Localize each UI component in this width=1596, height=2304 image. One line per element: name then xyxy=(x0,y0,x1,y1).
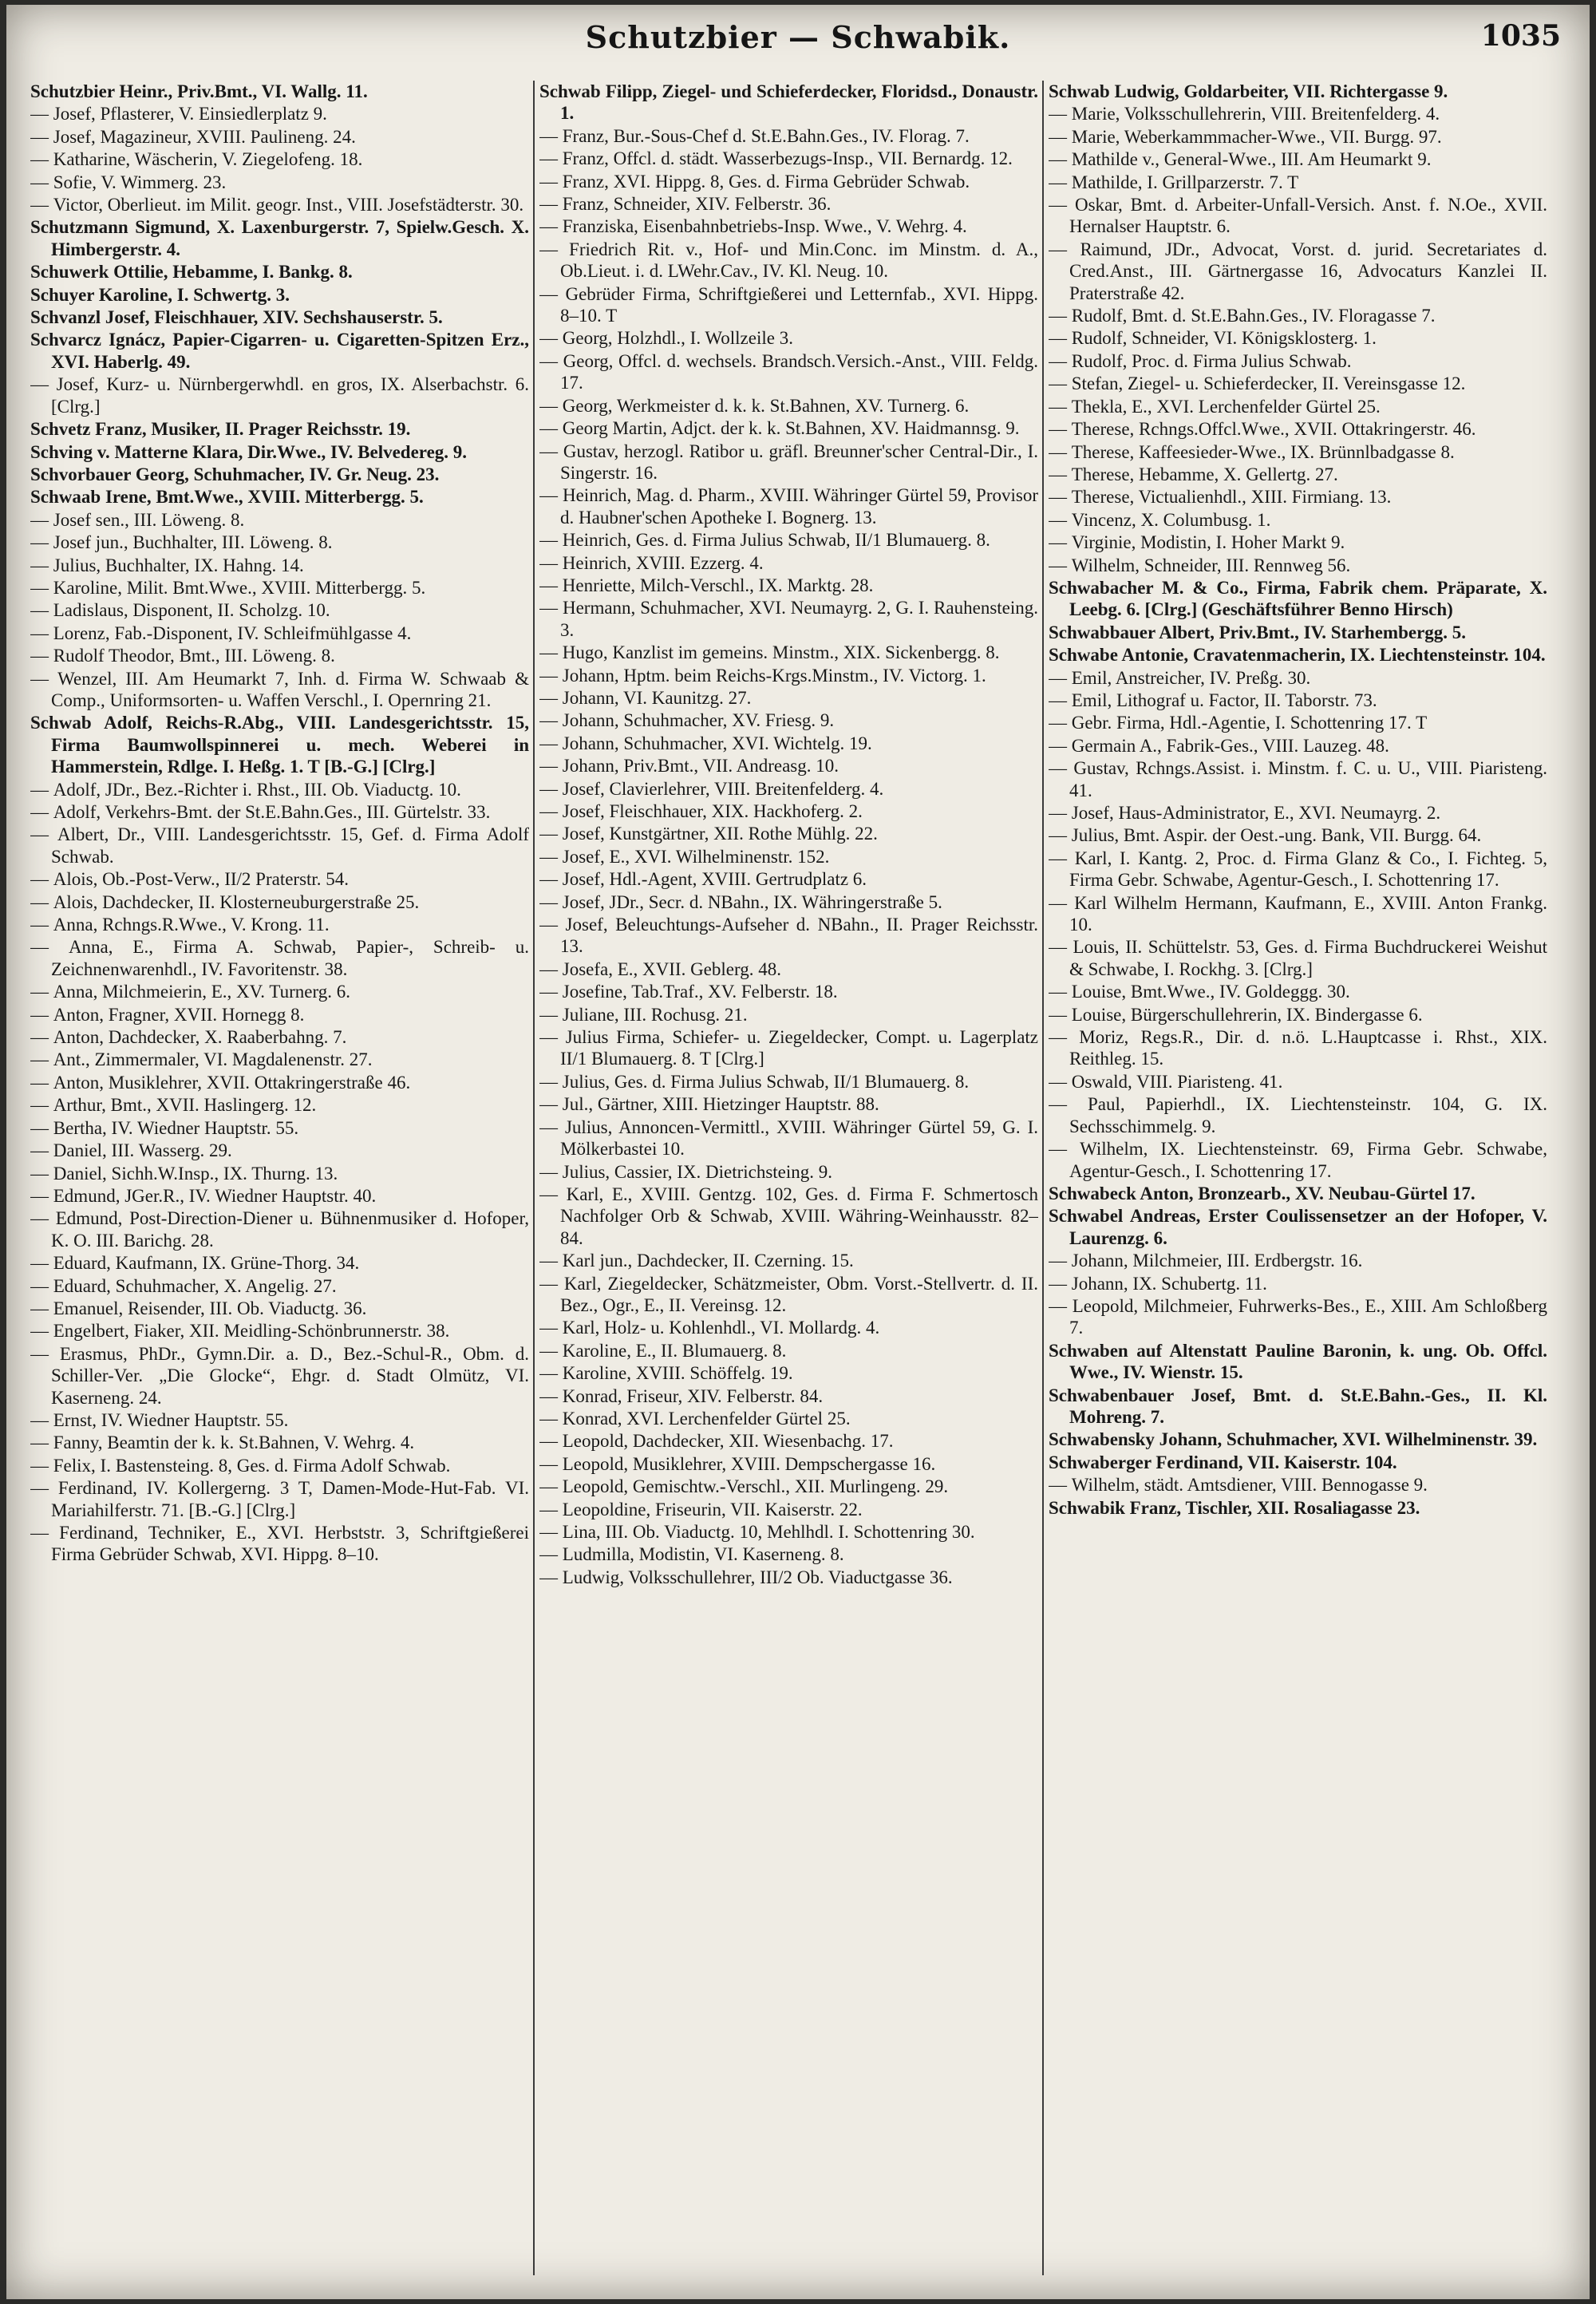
directory-entry: — Sofie, V. Wimmerg. 23. xyxy=(30,172,529,193)
directory-column-2 xyxy=(539,81,1038,2283)
directory-entry: — Gustav, Rchngs.Assist. i. Minstm. f. C. u. U., VIII. Piaristeng. 41. xyxy=(1049,757,1547,801)
directory-entry: — Thekla, E., XVI. Lerchenfelder Gürtel 25. xyxy=(1049,396,1547,417)
directory-entry: — Rudolf, Proc. d. Firma Julius Schwab. xyxy=(1049,350,1547,372)
directory-entry: — Katharine, Wäscherin, V. Ziegelofeng. 18. xyxy=(30,148,529,170)
directory-entry: — Louise, Bürgerschullehrerin, IX. Bindergasse 6. xyxy=(1049,1004,1547,1026)
directory-entry: — Hermann, Schuhmacher, XVI. Neumayrg. 2, G. I. Rauhensteing. 3. xyxy=(539,597,1038,641)
directory-entry: — Louise, Bmt.Wwe., IV. Goldeggg. 30. xyxy=(1049,981,1547,1002)
directory-entry: — Friedrich Rit. v., Hof- und Min.Conc. im Minstm. d. A., Ob.Lieut. i. d. LWehr.Cav., IV. Kl. Neug. 10. xyxy=(539,239,1038,283)
directory-entry: — Anna, Rchngs.R.Wwe., V. Krong. 11. xyxy=(30,914,529,935)
directory-entry: — Ladislaus, Disponent, II. Scholzg. 10. xyxy=(30,599,529,621)
directory-entry: — Ant., Zimmermaler, VI. Magdalenenstr. 27. xyxy=(30,1049,529,1070)
directory-entry: — Therese, Kaffeesieder-Wwe., IX. Brünnlbadgasse 8. xyxy=(1049,441,1547,463)
directory-column-3 xyxy=(1049,81,1547,2283)
directory-entry-surname: Schwaben auf Altenstatt Pauline Baronin, k. ung. Ob. Offcl. Wwe., IV. Wienstr. 15. xyxy=(1049,1340,1547,1383)
directory-entry-surname: Schwaab Irene, Bmt.Wwe., XVIII. Mitterbergg. 5. xyxy=(30,487,424,508)
directory-entry: — Heinrich, Mag. d. Pharm., XVIII. Währinger Gürtel 59, Provisor d. Haubner'schen Apotheke I. Bognerg. 13. xyxy=(539,484,1038,528)
directory-entry: — Leopold, Milchmeier, Fuhrwerks-Bes., E., XIII. Am Schloßberg 7. xyxy=(1049,1295,1547,1339)
directory-entry: — Julius, Buchhalter, IX. Hahng. 14. xyxy=(30,555,529,576)
directory-entry: — Anna, E., Firma A. Schwab, Papier-, Schreib- u. Zeichnenwarenhdl., IV. Favoritenstr. 38. xyxy=(30,936,529,980)
directory-entry: — Oswald, VIII. Piaristeng. 41. xyxy=(1049,1071,1547,1093)
directory-entry: — Marie, Volksschullehrerin, VIII. Breitenfelderg. 4. xyxy=(1049,103,1547,124)
directory-entry: — Eduard, Schuhmacher, X. Angelig. 27. xyxy=(30,1275,529,1297)
directory-entry: — Oskar, Bmt. d. Arbeiter-Unfall-Versich. Anst. f. N.Oe., XVII. Hernalser Hauptstr. 6. xyxy=(1049,194,1547,238)
directory-entry-surname: Schuyer Karoline, I. Schwertg. 3. xyxy=(30,284,290,305)
directory-entry: — Josef, Kurz- u. Nürnbergerwhdl. en gros, IX. Alserbachstr. 6. [Clrg.] xyxy=(30,373,529,417)
directory-entry: — Edmund, JGer.R., IV. Wiedner Hauptstr. 40. xyxy=(30,1185,529,1207)
directory-entry: — Edmund, Post-Direction-Diener u. Bühnenmusiker d. Hofoper, K. O. III. Barichg. 28. xyxy=(30,1207,529,1251)
directory-entry: — Eduard, Kaufmann, IX. Grüne-Thorg. 34. xyxy=(30,1252,529,1274)
directory-entry: — Adolf, JDr., Bez.-Richter i. Rhst., III. Ob. Viaductg. 10. xyxy=(30,779,529,800)
directory-entry: — Johann, Priv.Bmt., VII. Andreasg. 10. xyxy=(539,755,1038,777)
directory-entry: — Karoline, XVIII. Schöffelg. 19. xyxy=(539,1362,1038,1384)
directory-entry: — Therese, Rchngs.Offcl.Wwe., XVII. Ottakringerstr. 46. xyxy=(1049,418,1547,440)
directory-entry: — Karl, I. Kantg. 2, Proc. d. Firma Glanz & Co., I. Fichteg. 5, Firma Gebr. Schwabe, Agentur-Gesch., I. Schottenring 17. xyxy=(1049,848,1547,891)
directory-entry: — Josef, Beleuchtungs-Aufseher d. NBahn., II. Prager Reichsstr. 13. xyxy=(539,914,1038,958)
directory-entry: — Bertha, IV. Wiedner Hauptstr. 55. xyxy=(30,1117,529,1139)
directory-entry-surname: Schving v. Matterne Klara, Dir.Wwe., IV. Belvedereg. 9. xyxy=(30,441,468,462)
directory-entry-surname: Schvarcz Ignácz, Papier-Cigarren- u. Cigaretten-Spitzen Erz., XVI. Haberlg. 49. xyxy=(30,330,529,372)
directory-entry: — Johann, Schuhmacher, XVI. Wichtelg. 19. xyxy=(539,733,1038,754)
directory-entry: — Ferdinand, Techniker, E., XVI. Herbststr. 3, Schriftgießerei Firma Gebrüder Schwab, XVI. Hippg. 8–10. xyxy=(30,1522,529,1566)
directory-entry: — Georg, Offcl. d. wechsels. Brandsch.Versich.-Anst., VIII. Feldg. 17. xyxy=(539,350,1038,394)
directory-entry: — Leopold, Dachdecker, XII. Wiesenbachg. 17. xyxy=(539,1430,1038,1452)
directory-entry-surname: Schvetz Franz, Musiker, II. Prager Reichsstr. 19. xyxy=(30,419,411,440)
directory-entry: — Engelbert, Fiaker, XII. Meidling-Schönbrunnerstr. 38. xyxy=(30,1320,529,1342)
directory-entry: — Franz, XVI. Hippg. 8, Ges. d. Firma Gebrüder Schwab. xyxy=(539,171,1038,192)
directory-entry: — Vincenz, X. Columbusg. 1. xyxy=(1049,509,1547,531)
directory-entry: — Fanny, Beamtin der k. k. St.Bahnen, V. Wehrg. 4. xyxy=(30,1432,529,1453)
directory-entry: — Mathilde, I. Grillparzerstr. 7. T xyxy=(1049,172,1547,193)
directory-entry: — Marie, Weberkammmacher-Wwe., VII. Burgg. 97. xyxy=(1049,126,1547,148)
directory-entry: — Gebr. Firma, Hdl.-Agentie, I. Schottenring 17. T xyxy=(1049,712,1547,733)
directory-entry: — Emanuel, Reisender, III. Ob. Viaductg. 36. xyxy=(30,1298,529,1319)
directory-entry: — Henriette, Milch-Verschl., IX. Marktg. 28. xyxy=(539,575,1038,596)
directory-entry: — Ferdinand, IV. Kollergerng. 3 T, Damen-Mode-Hut-Fab. VI. Mariahilferstr. 71. [B.-G.] [Clrg.] xyxy=(30,1477,529,1521)
directory-entry: — Raimund, JDr., Advocat, Vorst. d. jurid. Secretariates d. Cred.Anst., III. Gärtnergasse 16, Advocaturs Kanzlei II. Praterstraße 42. xyxy=(1049,239,1547,304)
directory-entry: — Josef sen., III. Löweng. 8. xyxy=(30,509,529,531)
directory-entry: — Virginie, Modistin, I. Hoher Markt 9. xyxy=(1049,532,1547,553)
directory-entry: — Julius, Bmt. Aspir. der Oest.-ung. Bank, VII. Burgg. 64. xyxy=(1049,824,1547,846)
directory-entry: — Rudolf, Bmt. d. St.E.Bahn.Ges., IV. Floragasse 7. xyxy=(1049,305,1547,326)
directory-entry: — Ludwig, Volksschullehrer, III/2 Ob. Viaductgasse 36. xyxy=(539,1567,1038,1588)
directory-entry: — Josefine, Tab.Traf., XV. Felberstr. 18. xyxy=(539,981,1038,1002)
directory-entry: — Anton, Musiklehrer, XVII. Ottakringerstraße 46. xyxy=(30,1072,529,1093)
directory-entry: — Julius, Annoncen-Vermittl., XVIII. Währinger Gürtel 59, G. I. Mölkerbastei 10. xyxy=(539,1116,1038,1160)
directory-entry: — Georg, Werkmeister d. k. k. St.Bahnen, XV. Turnerg. 6. xyxy=(539,395,1038,417)
directory-entry: — Arthur, Bmt., XVII. Haslingerg. 12. xyxy=(30,1094,529,1116)
directory-entry: — Wilhelm, Schneider, III. Rennweg 56. xyxy=(1049,555,1547,576)
directory-entry-surname: Schwab Ludwig, Goldarbeiter, VII. Richtergasse 9. xyxy=(1049,81,1448,101)
page-header-title: Schutzbier — Schwabik. xyxy=(585,19,1011,55)
directory-entry: — Louis, II. Schüttelstr. 53, Ges. d. Firma Buchdruckerei Weishut & Schwabe, I. Rockhg. 3. [Clrg.] xyxy=(1049,936,1547,980)
directory-entry: — Ernst, IV. Wiedner Hauptstr. 55. xyxy=(30,1409,529,1431)
directory-entry: — Anna, Milchmeierin, E., XV. Turnerg. 6. xyxy=(30,981,529,1002)
directory-entry-surname: Schwabensky Johann, Schuhmacher, XVI. Wilhelminenstr. 39. xyxy=(1049,1429,1538,1450)
directory-entry: — Germain A., Fabrik-Ges., VIII. Lauzeg. 48. xyxy=(1049,735,1547,757)
directory-entry: — Josefa, E., XVII. Geblerg. 48. xyxy=(539,958,1038,980)
directory-entry: — Josef, Haus-Administrator, E., XVI. Neumayrg. 2. xyxy=(1049,802,1547,824)
directory-entry: — Karl Wilhelm Hermann, Kaufmann, E., XVIII. Anton Frankg. 10. xyxy=(1049,892,1547,936)
directory-entry: — Rudolf, Schneider, VI. Königsklosterg. 1. xyxy=(1049,327,1547,349)
directory-entry-surname: Schwabik Franz, Tischler, XII. Rosaliagasse 23. xyxy=(1049,1497,1420,1518)
directory-entry: — Jul., Gärtner, XIII. Hietzinger Hauptstr. 88. xyxy=(539,1093,1038,1115)
directory-entry-surname: Schutzmann Sigmund, X. Laxenburgerstr. 7, Spielw.Gesch. X. Himbergerstr. 4. xyxy=(30,217,529,259)
directory-entry: — Felix, I. Bastensteing. 8, Ges. d. Firma Adolf Schwab. xyxy=(30,1455,529,1476)
directory-entry-surname: Schwab Adolf, Reichs-R.Abg., VIII. Landesgerichtsstr. 15, Firma Baumwollspinnerei u. mech. Weberei in Hammerstein, Rdlge. I. Heßg. 1. T [B.-G.] [Clrg.] xyxy=(30,713,529,777)
directory-entry: — Wilhelm, IX. Liechtensteinstr. 69, Firma Gebr. Schwabe, Agentur-Gesch., I. Schottenring 17. xyxy=(1049,1138,1547,1182)
directory-entry-surname: Schwabenbauer Josef, Bmt. d. St.E.Bahn.-Ges., II. Kl. Mohreng. 7. xyxy=(1049,1385,1547,1427)
directory-entry: — Alois, Ob.-Post-Verw., II/2 Praterstr. 54. xyxy=(30,868,529,890)
directory-entry: — Josef, Pflasterer, V. Einsiedlerplatz 9. xyxy=(30,103,529,124)
directory-entry-surname: Schutzbier Heinr., Priv.Bmt., VI. Wallg. 11. xyxy=(30,81,368,101)
directory-entry: — Josef jun., Buchhalter, III. Löweng. 8. xyxy=(30,532,529,553)
directory-entry: — Josef, Fleischhauer, XIX. Hackhoferg. 2. xyxy=(539,800,1038,822)
directory-entry: — Mathilde v., General-Wwe., III. Am Heumarkt 9. xyxy=(1049,148,1547,170)
directory-entry: — Johann, Hptm. beim Reichs-Krgs.Minstm., IV. Victorg. 1. xyxy=(539,665,1038,686)
directory-entry: — Wilhelm, städt. Amtsdiener, VIII. Bennogasse 9. xyxy=(1049,1474,1547,1496)
page-number: 1035 xyxy=(1480,19,1561,53)
directory-entry: — Julius Firma, Schiefer- u. Ziegeldecker, Compt. u. Lagerplatz II/1 Blumauerg. 8. T [Clrg.] xyxy=(539,1026,1038,1070)
directory-entry: — Georg, Holzhdl., I. Wollzeile 3. xyxy=(539,327,1038,349)
directory-entry-surname: Schuwerk Ottilie, Hebamme, I. Bankg. 8. xyxy=(30,262,353,283)
directory-entry: — Leopoldine, Friseurin, VII. Kaiserstr. 22. xyxy=(539,1499,1038,1520)
directory-entry: — Karl, E., XVIII. Gentzg. 102, Ges. d. Firma F. Schmertosch Nachfolger Orb & Schwab, XVIII. Währing-Weinhausstr. 82–84. xyxy=(539,1184,1038,1249)
column-divider xyxy=(533,81,535,2275)
directory-entry: — Paul, Papierhdl., IX. Liechtensteinstr. 104, G. IX. Sechsschimmelg. 9. xyxy=(1049,1093,1547,1137)
directory-entry: — Juliane, III. Rochusg. 21. xyxy=(539,1004,1038,1026)
directory-entry: — Lorenz, Fab.-Disponent, IV. Schleifmühlgasse 4. xyxy=(30,622,529,644)
column-divider xyxy=(1042,81,1044,2275)
directory-entry: — Karl, Ziegeldecker, Schätzmeister, Obm. Vorst.-Stellvertr. d. II. Bez., Ogr., E., II. Vereinsg. 12. xyxy=(539,1273,1038,1317)
directory-entry: — Leopold, Gemischtw.-Verschl., XII. Murlingeng. 29. xyxy=(539,1476,1038,1497)
directory-entry: — Anton, Dachdecker, X. Raaberbahng. 7. xyxy=(30,1026,529,1048)
directory-entry: — Moriz, Regs.R., Dir. d. n.ö. L.Hauptcasse i. Rhst., XIX. Reithleg. 15. xyxy=(1049,1026,1547,1070)
directory-entry: — Franz, Offcl. d. städt. Wasserbezugs-Insp., VII. Bernardg. 12. xyxy=(539,148,1038,169)
directory-entry: — Therese, Victualienhdl., XIII. Firmiang. 13. xyxy=(1049,486,1547,508)
directory-entry: — Heinrich, Ges. d. Firma Julius Schwab, II/1 Blumauerg. 8. xyxy=(539,529,1038,551)
directory-entry: — Karl jun., Dachdecker, II. Czerning. 15. xyxy=(539,1250,1038,1271)
directory-entry: — Josef, Clavierlehrer, VIII. Breitenfelderg. 4. xyxy=(539,778,1038,800)
directory-entry: — Heinrich, XVIII. Ezzerg. 4. xyxy=(539,552,1038,574)
directory-entry: — Lina, III. Ob. Viaductg. 10, Mehlhdl. I. Schottenring 30. xyxy=(539,1521,1038,1543)
directory-entry-surname: Schwabeck Anton, Bronzearb., XV. Neubau-Gürtel 17. xyxy=(1049,1183,1476,1203)
directory-entry: — Hugo, Kanzlist im gemeins. Minstm., XIX. Sickenbergg. 8. xyxy=(539,642,1038,663)
directory-entry: — Karoline, Milit. Bmt.Wwe., XVIII. Mitterbergg. 5. xyxy=(30,577,529,599)
directory-entry: — Josef, JDr., Secr. d. NBahn., IX. Währingerstraße 5. xyxy=(539,891,1038,913)
directory-entry: — Johann, Milchmeier, III. Erdbergstr. 16. xyxy=(1049,1250,1547,1271)
directory-entry-surname: Schvanzl Josef, Fleischhauer, XIV. Sechshauserstr. 5. xyxy=(30,307,443,328)
directory-entry: — Josef, Hdl.-Agent, XVIII. Gertrudplatz 6. xyxy=(539,868,1038,890)
directory-entry: — Johann, VI. Kaunitzg. 27. xyxy=(539,687,1038,709)
directory-entry: — Karl, Holz- u. Kohlenhdl., VI. Mollardg. 4. xyxy=(539,1317,1038,1338)
directory-entry: — Victor, Oberlieut. im Milit. geogr. Inst., VIII. Josefstädterstr. 30. xyxy=(30,194,529,215)
directory-entry: — Leopold, Musiklehrer, XVIII. Dempschergasse 16. xyxy=(539,1453,1038,1475)
directory-entry: — Ludmilla, Modistin, VI. Kaserneng. 8. xyxy=(539,1543,1038,1565)
directory-entry-surname: Schwabbauer Albert, Priv.Bmt., IV. Starhembergg. 5. xyxy=(1049,622,1467,642)
directory-entry-surname: Schwabe Antonie, Cravatenmacherin, IX. Liechtensteinstr. 104. xyxy=(1049,645,1546,666)
directory-entry: — Emil, Anstreicher, IV. Preßg. 30. xyxy=(1049,667,1547,689)
directory-entry-surname: Schwabacher M. & Co., Firma, Fabrik chem. Präparate, X. Leebg. 6. [Clrg.] (Geschäftsführer Benno Hirsch) xyxy=(1049,577,1547,620)
directory-entry: — Daniel, III. Wasserg. 29. xyxy=(30,1140,529,1161)
directory-column-1 xyxy=(30,81,529,2283)
directory-entry: — Franz, Bur.-Sous-Chef d. St.E.Bahn.Ges., IV. Florag. 7. xyxy=(539,125,1038,147)
directory-entry: — Therese, Hebamme, X. Gellertg. 27. xyxy=(1049,464,1547,485)
directory-entry: — Rudolf Theodor, Bmt., III. Löweng. 8. xyxy=(30,645,529,666)
directory-entry-surname: Schwaberger Ferdinand, VII. Kaiserstr. 104. xyxy=(1049,1452,1397,1472)
directory-entry: — Albert, Dr., VIII. Landesgerichtsstr. 15, Gef. d. Firma Adolf Schwab. xyxy=(30,824,529,867)
directory-entry: — Karoline, E., II. Blumauerg. 8. xyxy=(539,1340,1038,1361)
directory-entry: — Johann, Schuhmacher, XV. Friesg. 9. xyxy=(539,709,1038,731)
directory-entry: — Julius, Cassier, IX. Dietrichsteing. 9. xyxy=(539,1161,1038,1183)
directory-entry-surname: Schwabel Andreas, Erster Coulissensetzer an der Hofoper, V. Laurenzg. 6. xyxy=(1049,1206,1547,1248)
directory-entry: — Konrad, Friseur, XIV. Felberstr. 84. xyxy=(539,1385,1038,1407)
directory-entry: — Stefan, Ziegel- u. Schieferdecker, II. Vereinsgasse 12. xyxy=(1049,373,1547,394)
directory-entry: — Wenzel, III. Am Heumarkt 7, Inh. d. Firma W. Schwaab & Comp., Uniformsorten- u. Waffen Verschl., I. Opernring 21. xyxy=(30,668,529,712)
directory-entry: — Daniel, Sichh.W.Insp., IX. Thurng. 13. xyxy=(30,1163,529,1184)
directory-entry: — Konrad, XVI. Lerchenfelder Gürtel 25. xyxy=(539,1408,1038,1429)
directory-entry: — Adolf, Verkehrs-Bmt. der St.E.Bahn.Ges., III. Gürtelstr. 33. xyxy=(30,801,529,823)
directory-entry: — Erasmus, PhDr., Gymn.Dir. a. D., Bez.-Schul-R., Obm. d. Schiller-Ver. „Die Glocke“, Ehgr. d. Stadt Olmütz, VI. Kaserneng. 24. xyxy=(30,1343,529,1409)
directory-entry: — Julius, Ges. d. Firma Julius Schwab, II/1 Blumauerg. 8. xyxy=(539,1071,1038,1093)
directory-entry: — Josef, E., XVI. Wilhelminenstr. 152. xyxy=(539,846,1038,867)
directory-entry: — Emil, Lithograf u. Factor, II. Taborstr. 73. xyxy=(1049,690,1547,711)
directory-entry: — Franziska, Eisenbahnbetriebs-Insp. Wwe., V. Wehrg. 4. xyxy=(539,215,1038,237)
directory-entry: — Anton, Fragner, XVII. Hornegg 8. xyxy=(30,1004,529,1026)
directory-entry: — Gustav, herzogl. Ratibor u. gräfl. Breunner'scher Central-Dir., I. Singerstr. 16. xyxy=(539,441,1038,484)
directory-entry: — Georg Martin, Adjct. der k. k. St.Bahnen, XV. Haidmannsg. 9. xyxy=(539,417,1038,439)
directory-entry: — Josef, Magazineur, XVIII. Paulineng. 24. xyxy=(30,126,529,148)
directory-page xyxy=(6,5,1590,2299)
directory-entry-surname: Schvorbauer Georg, Schuhmacher, IV. Gr. Neug. 23. xyxy=(30,464,440,484)
directory-entry: — Alois, Dachdecker, II. Klosterneuburgerstraße 25. xyxy=(30,891,529,913)
directory-entry: — Johann, IX. Schubertg. 11. xyxy=(1049,1273,1547,1294)
directory-entry: — Franz, Schneider, XIV. Felberstr. 36. xyxy=(539,193,1038,215)
directory-entry: — Gebrüder Firma, Schriftgießerei und Letternfab., XVI. Hippg. 8–10. T xyxy=(539,283,1038,327)
directory-entry-surname: Schwab Filipp, Ziegel- und Schieferdecker, Floridsd., Donaustr. 1. xyxy=(539,81,1038,124)
directory-entry: — Josef, Kunstgärtner, XII. Rothe Mühlg. 22. xyxy=(539,823,1038,844)
